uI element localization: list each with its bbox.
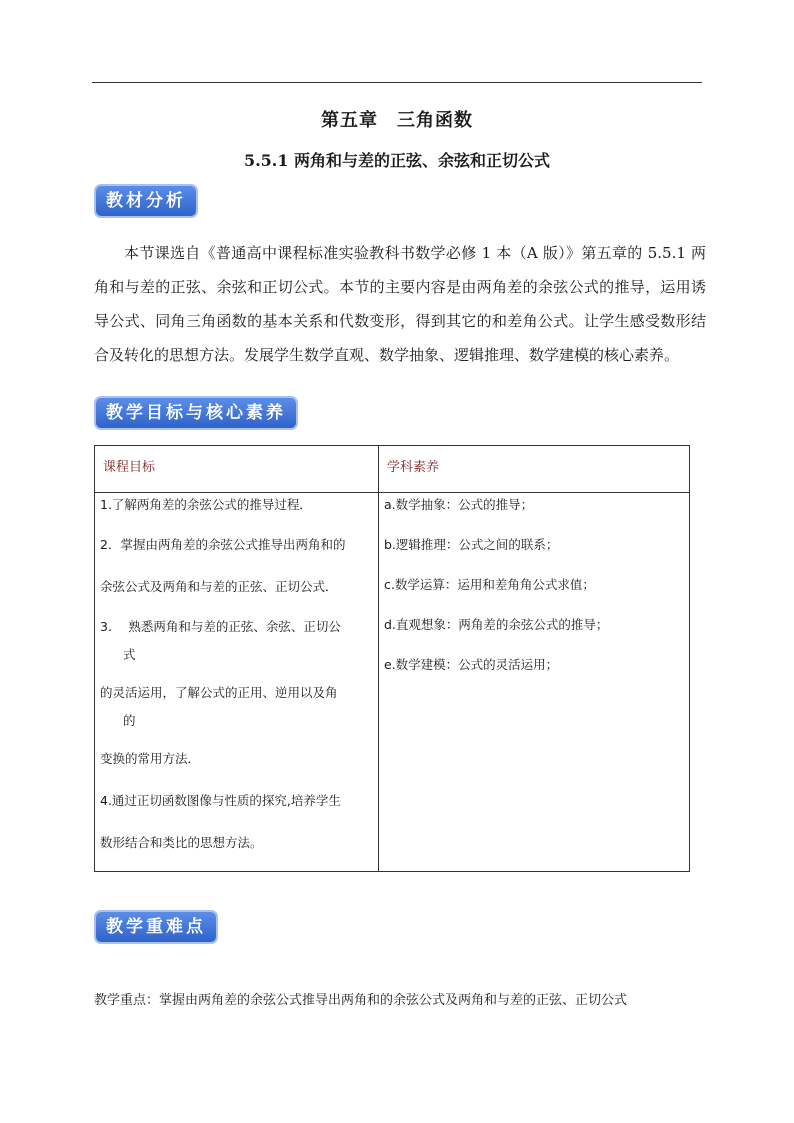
literacy-line: e.数学建模：公式的灵活运用；: [384, 657, 559, 672]
goal-line: 式: [123, 647, 136, 662]
goal-line: 的: [123, 713, 136, 728]
analysis-paragraph: 本节课选自《普通高中课程标准实验教科书数学必修 1 本（A 版）》第五章的 5.5.1 两角和与差的正弦、余弦和正切公式。本节的主要内容是由两角差的余弦公式的推导，运用诱导公式、同角三角函数的基本关系和代数变形，得到其它的和差角公式。让学生感受数形结合及转化的思想方法。发展学生数学直观、数学抽象、逻辑推理、数学建模的核心素养。: [94, 244, 706, 364]
goal-line: 2．掌握由两角差的余弦公式推导出两角和的: [100, 537, 346, 552]
goals-header-cell: [95, 446, 379, 493]
goals-table: [94, 445, 690, 872]
chapter-title: 第五章 三角函数: [321, 110, 473, 131]
goal-line: 1.了解两角差的余弦公式的推导过程．: [100, 497, 312, 512]
analysis-badge: 教材分析: [96, 186, 196, 216]
goals-header: 课程目标: [103, 460, 156, 475]
header-rule: [92, 82, 702, 83]
key-points-text: 教学重点：掌握由两角差的余弦公式推导出两角和的余弦公式及两角和与差的正弦、正切公式: [94, 993, 628, 1008]
goal-line: 变换的常用方法．: [100, 751, 201, 766]
literacy-header-cell: [379, 446, 690, 493]
literacy-line: d.直观想象：两角差的余弦公式的推导；: [384, 617, 609, 632]
literacy-cell: [379, 493, 690, 872]
literacy-line: b.逻辑推理：公式之间的联系；: [384, 537, 559, 552]
goals-badge: 教学目标与核心素养: [96, 398, 296, 428]
goal-line: 3. 熟悉两角和与差的正弦、余弦、正切公: [100, 619, 341, 634]
goal-line: 余弦公式及两角和与差的正弦、正切公式．: [100, 579, 338, 594]
goals-cell: [95, 493, 379, 872]
goal-line: 4.通过正切函数图像与性质的探究,培养学生: [100, 793, 341, 808]
literacy-header: 学科素养: [387, 460, 440, 475]
goal-line: 数形结合和类比的思想方法。: [100, 835, 263, 850]
literacy-line: a.数学抽象：公式的推导；: [384, 497, 534, 512]
goal-line: 的灵活运用，了解公式的正用、逆用以及角: [100, 685, 338, 700]
key-badge: 教学重难点: [96, 912, 216, 942]
literacy-line: c.数学运算：运用和差角角公式求值；: [384, 577, 595, 592]
section-title: 5.5.1 两角和与差的正弦、余弦和正切公式: [243, 151, 551, 170]
